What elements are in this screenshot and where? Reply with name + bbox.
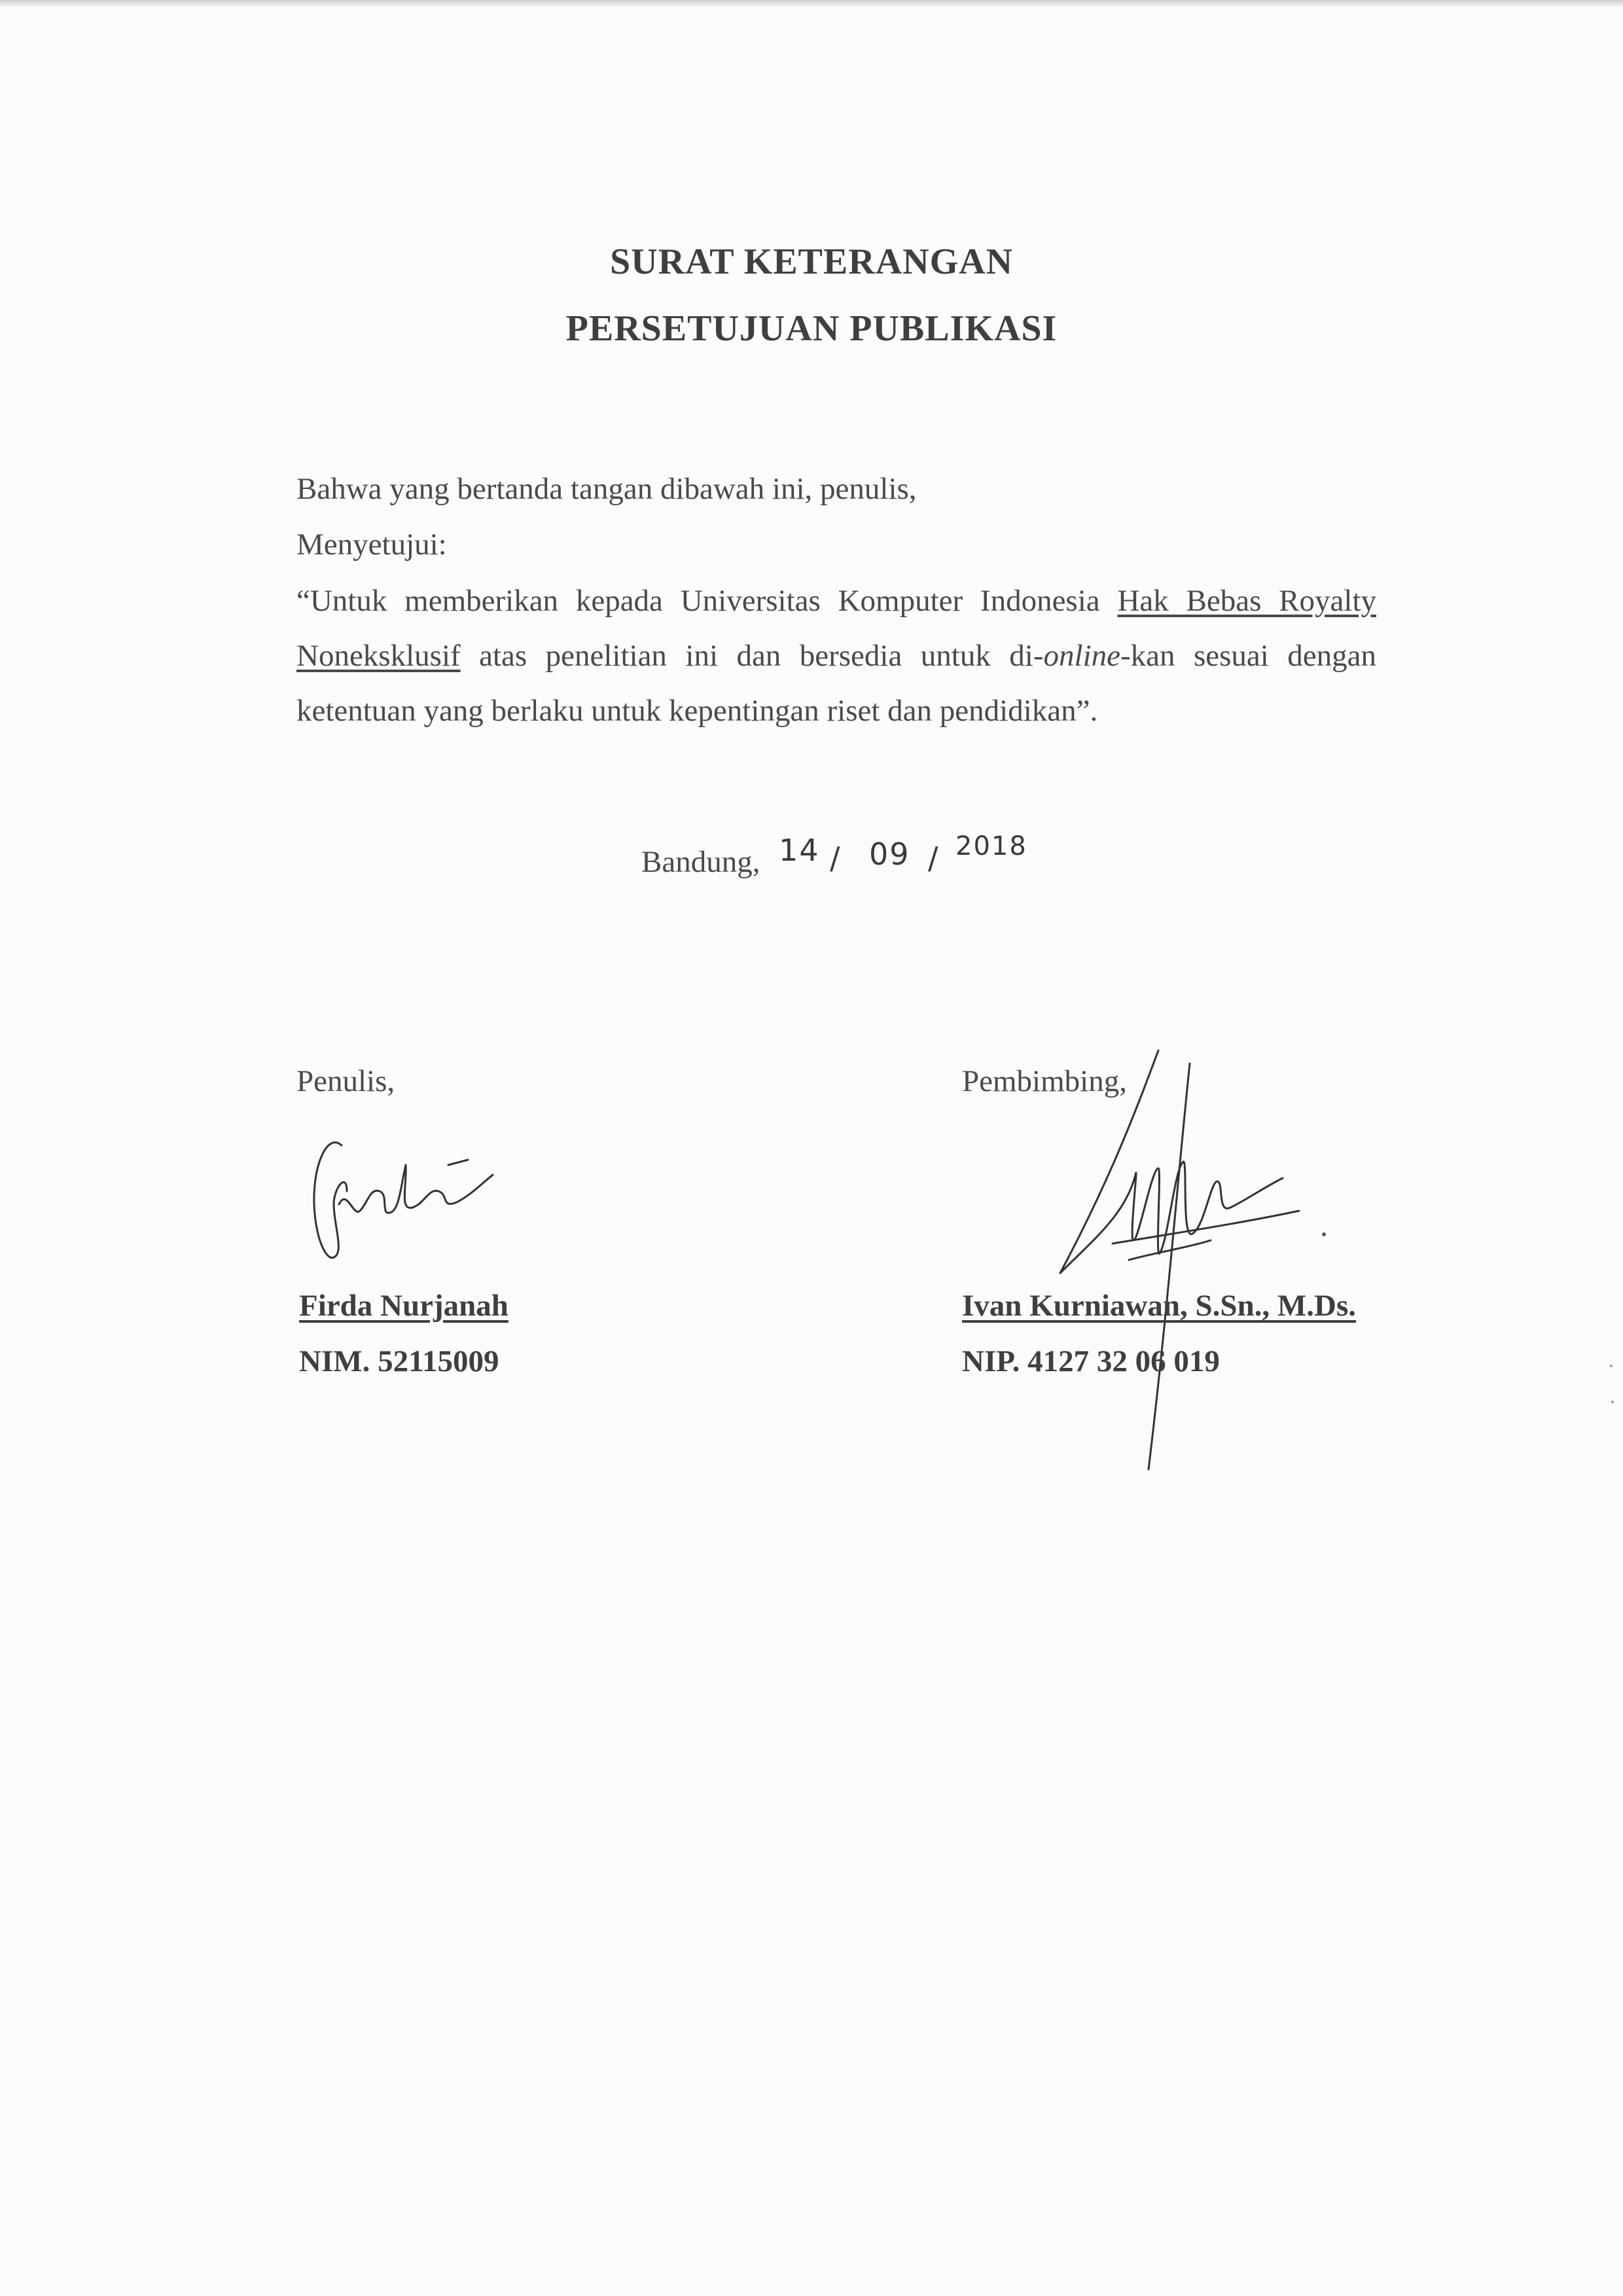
writer-name: Firda Nurjanah: [299, 1289, 508, 1323]
date-separator: /: [928, 840, 940, 876]
ink-dot: [1322, 1232, 1326, 1236]
date-line: [641, 831, 1099, 890]
agreement-statement: [296, 573, 1376, 738]
intro-paragraph: Bahwa yang bertanda tangan dibawah ini, penulis,: [296, 472, 917, 506]
writer-nim: NIM. 52115009: [299, 1344, 499, 1378]
date-day: 14: [779, 833, 820, 868]
statement-text: atas penelitian ini dan bersedia untuk di-: [460, 639, 1044, 673]
supervisor-signature: [1021, 1044, 1329, 1476]
date-place-label: Bandung,: [641, 845, 760, 879]
supervisor-role-label: Pembimbing,: [962, 1064, 1127, 1098]
scan-speck: [1610, 1365, 1613, 1367]
date-year: 2018: [955, 831, 1027, 861]
online-term: online: [1043, 639, 1120, 673]
scan-edge: [0, 0, 1623, 7]
statement-text: -kan sesuai dengan ketentuan yang berlaku untuk kepentingan riset dan pendidikan”.: [296, 639, 1376, 728]
agree-label: Menyetujui:: [296, 528, 447, 562]
date-month: 09: [869, 836, 910, 872]
date-separator: /: [830, 840, 842, 876]
royalty-term: Hak Bebas Royalty Noneksklusif: [296, 584, 1376, 673]
writer-role-label: Penulis,: [296, 1064, 395, 1098]
document-title: SURAT KETERANGAN: [609, 242, 1014, 282]
supervisor-name: Ivan Kurniawan, S.Sn., M.Ds.: [962, 1289, 1357, 1323]
writer-signature: [308, 1126, 497, 1276]
supervisor-nip: NIP. 4127 32 06 019: [962, 1344, 1220, 1378]
document-subtitle: PERSETUJUAN PUBLIKASI: [565, 308, 1058, 349]
scan-speck: [1611, 1401, 1614, 1403]
statement-text: “Untuk memberikan kepada Universitas Komputer Indonesia: [296, 584, 1118, 618]
